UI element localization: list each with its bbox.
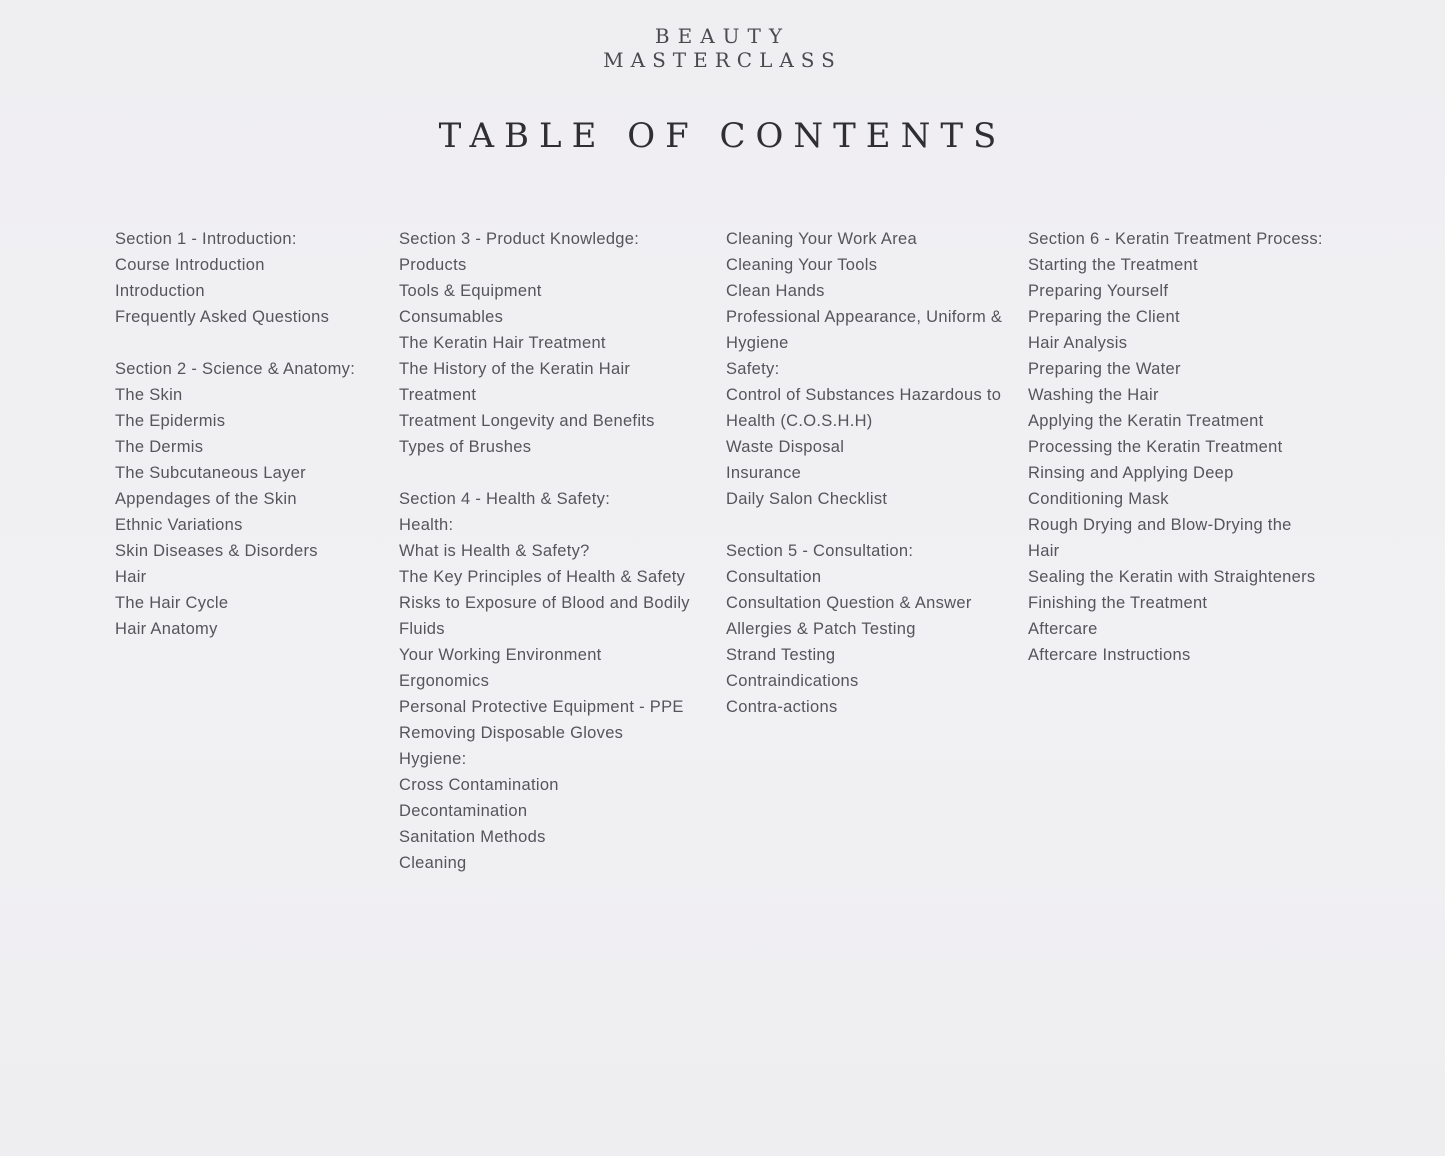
toc-entry: Personal Protective Equipment - PPE <box>399 698 684 716</box>
toc-entry: Rinsing and Applying Deep <box>1028 464 1234 482</box>
toc-entry: The Skin <box>115 386 183 404</box>
toc-entry: Clean Hands <box>726 282 825 300</box>
toc-entry: Frequently Asked Questions <box>115 308 330 326</box>
toc-entry: The History of the Keratin Hair <box>399 360 631 378</box>
brand-logo <box>0 24 1445 72</box>
toc-entry: Consultation <box>726 568 822 586</box>
toc-section-heading: Section 6 - Keratin Treatment Process: <box>1028 230 1323 248</box>
toc-entry: The Subcutaneous Layer <box>115 464 306 482</box>
toc-entry: Hair <box>1028 542 1060 560</box>
toc-entry: Fluids <box>399 620 445 638</box>
toc-section-heading: Section 1 - Introduction: <box>115 230 297 248</box>
toc-entry: The Key Principles of Health & Safety <box>399 568 686 586</box>
toc-entry: Preparing the Client <box>1028 308 1180 326</box>
toc-entry: Professional Appearance, Uniform & <box>726 308 1003 326</box>
toc-entry: Aftercare Instructions <box>1028 646 1191 664</box>
toc-entry: The Epidermis <box>115 412 226 430</box>
toc-entry: Introduction <box>115 282 205 300</box>
toc-entry: Contraindications <box>726 672 859 690</box>
toc-entry: Strand Testing <box>726 646 836 664</box>
page-title: TABLE OF CONTENTS <box>438 116 1007 156</box>
toc-entry: Tools & Equipment <box>399 282 542 300</box>
toc-entry: Ethnic Variations <box>115 516 243 534</box>
toc-section-heading: Section 2 - Science & Anatomy: <box>115 360 356 378</box>
toc-entry: Cleaning <box>399 854 467 872</box>
toc-entry: Health (C.O.S.H.H) <box>726 412 873 430</box>
toc-entry: Waste Disposal <box>726 438 845 456</box>
toc-entry: Removing Disposable Gloves <box>399 724 624 742</box>
toc-section-heading: Section 4 - Health & Safety: <box>399 490 611 508</box>
toc-entry: Preparing Yourself <box>1028 282 1169 300</box>
toc-entry: Treatment <box>399 386 477 404</box>
section-spacer <box>399 460 709 486</box>
toc-entry: Applying the Keratin Treatment <box>1028 412 1264 430</box>
toc-entry: Hygiene: <box>399 750 467 768</box>
toc-column-4 <box>1028 226 1348 668</box>
toc-entry: Decontamination <box>399 802 528 820</box>
toc-entry: The Hair Cycle <box>115 594 229 612</box>
section-spacer <box>115 330 385 356</box>
toc-entry: Hair Analysis <box>1028 334 1128 352</box>
toc-entry: Course Introduction <box>115 256 265 274</box>
toc-section-heading: Section 3 - Product Knowledge: <box>399 230 640 248</box>
toc-entry: Hair <box>115 568 147 586</box>
toc-section-heading: Section 5 - Consultation: <box>726 542 914 560</box>
toc-entry: Processing the Keratin Treatment <box>1028 438 1283 456</box>
toc-entry: Health: <box>399 516 454 534</box>
toc-entry: Allergies & Patch Testing <box>726 620 916 638</box>
toc-entry: Preparing the Water <box>1028 360 1181 378</box>
toc-entry: Sealing the Keratin with Straighteners <box>1028 568 1316 586</box>
toc-entry: Daily Salon Checklist <box>726 490 888 508</box>
toc-entry: Contra-actions <box>726 698 838 716</box>
brand-name-line-2: MASTERCLASS <box>603 48 842 72</box>
toc-entry: Cleaning Your Tools <box>726 256 878 274</box>
toc-entry: Ergonomics <box>399 672 490 690</box>
toc-entry: The Keratin Hair Treatment <box>399 334 606 352</box>
toc-entry: Consultation Question & Answer <box>726 594 972 612</box>
toc-entry: The Dermis <box>115 438 204 456</box>
toc-entry: What is Health & Safety? <box>399 542 590 560</box>
toc-entry: Control of Substances Hazardous to <box>726 386 1002 404</box>
section-spacer <box>726 512 1016 538</box>
toc-column-1 <box>115 226 385 642</box>
toc-entry: Types of Brushes <box>399 438 532 456</box>
toc-entry: Rough Drying and Blow-Drying the <box>1028 516 1292 534</box>
toc-entry: Insurance <box>726 464 802 482</box>
toc-entry: Cross Contamination <box>399 776 559 794</box>
toc-entry: Your Working Environment <box>399 646 602 664</box>
toc-entry: Consumables <box>399 308 504 326</box>
toc-entry: Hair Anatomy <box>115 620 218 638</box>
toc-entry: Safety: <box>726 360 780 378</box>
toc-column-3 <box>726 226 1016 720</box>
toc-entry: Appendages of the Skin <box>115 490 297 508</box>
toc-entry: Starting the Treatment <box>1028 256 1198 274</box>
toc-entry: Skin Diseases & Disorders <box>115 542 318 560</box>
toc-entry: Hygiene <box>726 334 789 352</box>
toc-entry: Risks to Exposure of Blood and Bodily <box>399 594 690 612</box>
toc-entry: Conditioning Mask <box>1028 490 1169 508</box>
toc-entry: Treatment Longevity and Benefits <box>399 412 655 430</box>
toc-entry: Aftercare <box>1028 620 1098 638</box>
toc-column-2 <box>399 226 709 876</box>
toc-entry: Cleaning Your Work Area <box>726 230 917 248</box>
toc-entry: Products <box>399 256 467 274</box>
brand-name-line-1: BEAUTY <box>654 24 791 48</box>
toc-entry: Finishing the Treatment <box>1028 594 1208 612</box>
toc-entry: Sanitation Methods <box>399 828 546 846</box>
toc-entry: Washing the Hair <box>1028 386 1159 404</box>
